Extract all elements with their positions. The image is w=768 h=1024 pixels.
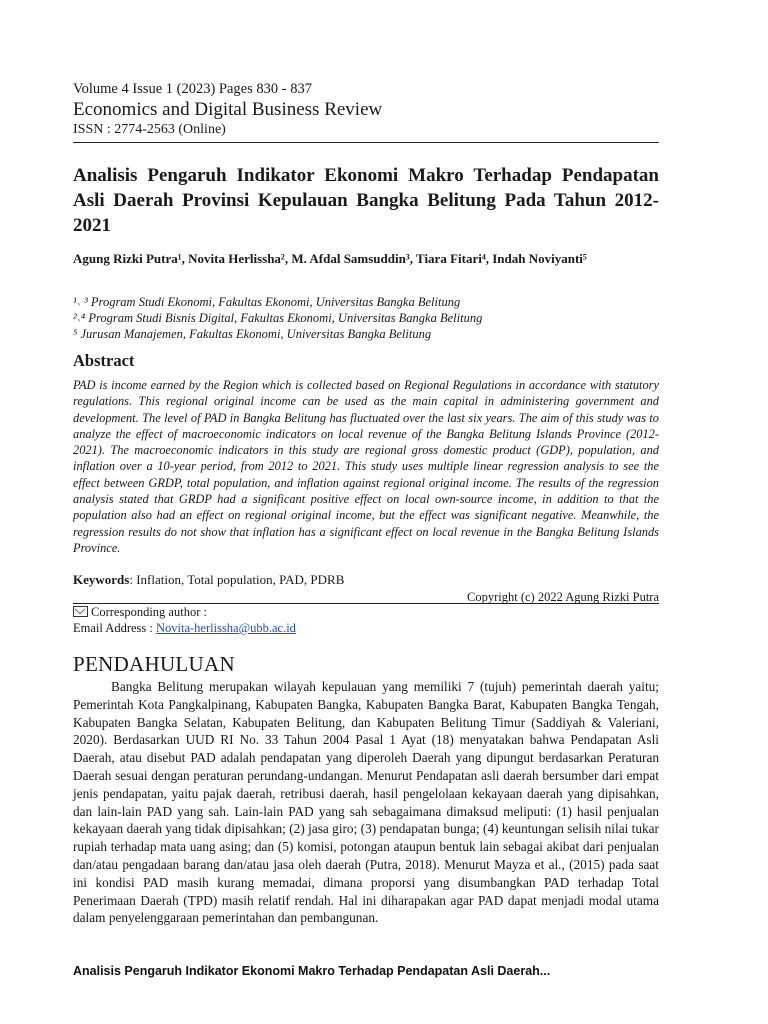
volume-line: Volume 4 Issue 1 (2023) Pages 830 - 837 — [73, 81, 312, 97]
author-list: Agung Rizki Putra¹, Novita Herlissha², M. Afdal Samsuddin³, Tiara Fitari⁴, Indah Noviyanti⁵ — [73, 251, 587, 266]
affiliation-3: ⁵ Jurusan Manajemen, Fakultas Ekonomi, Universitas Bangka Belitung — [73, 327, 432, 341]
affiliation-2: ²˒⁴ Program Studi Bisnis Digital, Fakultas Ekonomi, Universitas Bangka Belitung — [73, 311, 483, 325]
email-label: Email Address : — [73, 621, 156, 635]
copyright-notice: Copyright (c) 2022 Agung Rizki Putra — [467, 590, 659, 604]
article-title: Analisis Pengaruh Indikator Ekonomi Makro Terhadap Pendapatan Asli Daerah Provinsi Kepulauan Bangka Belitung Pada Tahun 2012-2021 — [73, 165, 659, 236]
keywords — [73, 572, 344, 588]
affiliation-1: ¹˒ ³ Program Studi Ekonomi, Fakultas Ekonomi, Universitas Bangka Belitung — [73, 295, 461, 309]
keywords-label: Keywords — [73, 572, 130, 587]
abstract-heading: Abstract — [73, 351, 135, 370]
journal-name: Economics and Digital Business Review — [73, 99, 383, 120]
email-line — [73, 621, 296, 636]
copyright-rule — [73, 603, 659, 604]
keywords-list: : Inflation, Total population, PAD, PDRB — [129, 572, 345, 587]
affiliations — [73, 294, 659, 342]
section-heading: PENDAHULUAN — [73, 652, 235, 676]
header-rule — [73, 142, 659, 143]
issn: ISSN : 2774-2563 (Online) — [73, 122, 226, 137]
body-paragraph: Bangka Belitung merupakan wilayah kepulauan yang memiliki 7 (tujuh) pemerintah daerah yaitu; Pemerintah Kota Pangkalpinang, Kabupaten Bangka, Kabupaten Bangka Barat, Kabupaten Bangka Tengah, Kabupaten Bangka Selatan, Kabupaten Belitung, dan Kabupaten Belitung Timur (Saddiyah & Valeriani, 2020). Berdasarkan UUD RI No. 33 Tahun 2004 Pasal 1 Ayat (18) menyatakan bahwa Pendapatan Asli Daerah, atau disebut PAD adalah pendapatan yang diperoleh Daerah yang dipungut berdasarkan Peraturan Daerah sesuai dengan peraturan perundang-undangan. Menurut Pendapatan asli daerah bersumber dari empat jenis pendapatan, yaitu pajak daerah, retribusi daerah, hasil pengelolaan kekayaan daerah yang dipisahkan, dan lain-lain PAD yang sah. Lain-lain PAD yang sah sebagaimana dimaksud meliputi: (1) hasil penjualan kekayaan daerah yang tidak dipisahkan; (2) jasa giro; (3) pendapatan bunga; (4) keuntungan selisih nilai tukar rupiah terhadap mata uang asing; dan (5) komisi, potongan ataupun bentuk lain sebagai akibat dari penjualan dan/atau pengadaan barang dan/atau jasa oleh daerah (Putra, 2018). Menurut Mayza et al., (2015) pada saat ini kondisi PAD masih kurang memadai, dimana proporsi yang disumbangkan PAD terhadap Total Penerimaan Daerah (TPD) masih relatif rendah. Hal ini diharapakan agar PAD dapat menjadi modal utama dalam penyelenggaraan pemerintahan dan pembangunan. — [73, 679, 659, 926]
envelope-icon — [73, 606, 88, 617]
running-title-footer: Analisis Pengaruh Indikator Ekonomi Makro Terhadap Pendapatan Asli Daerah... — [73, 964, 551, 978]
journal-header — [73, 80, 659, 143]
email-link[interactable]: Novita-herlissha@ubb.ac.id — [155, 621, 296, 635]
corresponding-author — [73, 605, 207, 620]
abstract-text: PAD is income earned by the Region which is collected based on Regional Regulations in accordance with statutory regulations. This regional original income can be used as the main capital in administering government and development. The level of PAD in Bangka Belitung has fluctuated over the last six years. The aim of this study was to analyze the effect of macroeconomic indicators on local revenue of the Bangka Belitung Islands Province (2012-2021). The macroeconomic indicators in this study are regional gross domestic product (GDP), population, and inflation over a 10-year period, from 2012 to 2021. This study uses multiple linear regression analysis to see the effect between GRDP, total population, and inflation against regional original income. The results of the regression analysis stated that GRDP had a significant positive effect on local own-source income, in addition to that the population also had an effect on regional original income, but the effect was significant negative. Meanwhile, the regression results do not show that inflation has a significant effect on local revenue in the Bangka Belitung Islands Province. — [73, 378, 659, 555]
corresponding-label: Corresponding author : — [91, 605, 207, 619]
